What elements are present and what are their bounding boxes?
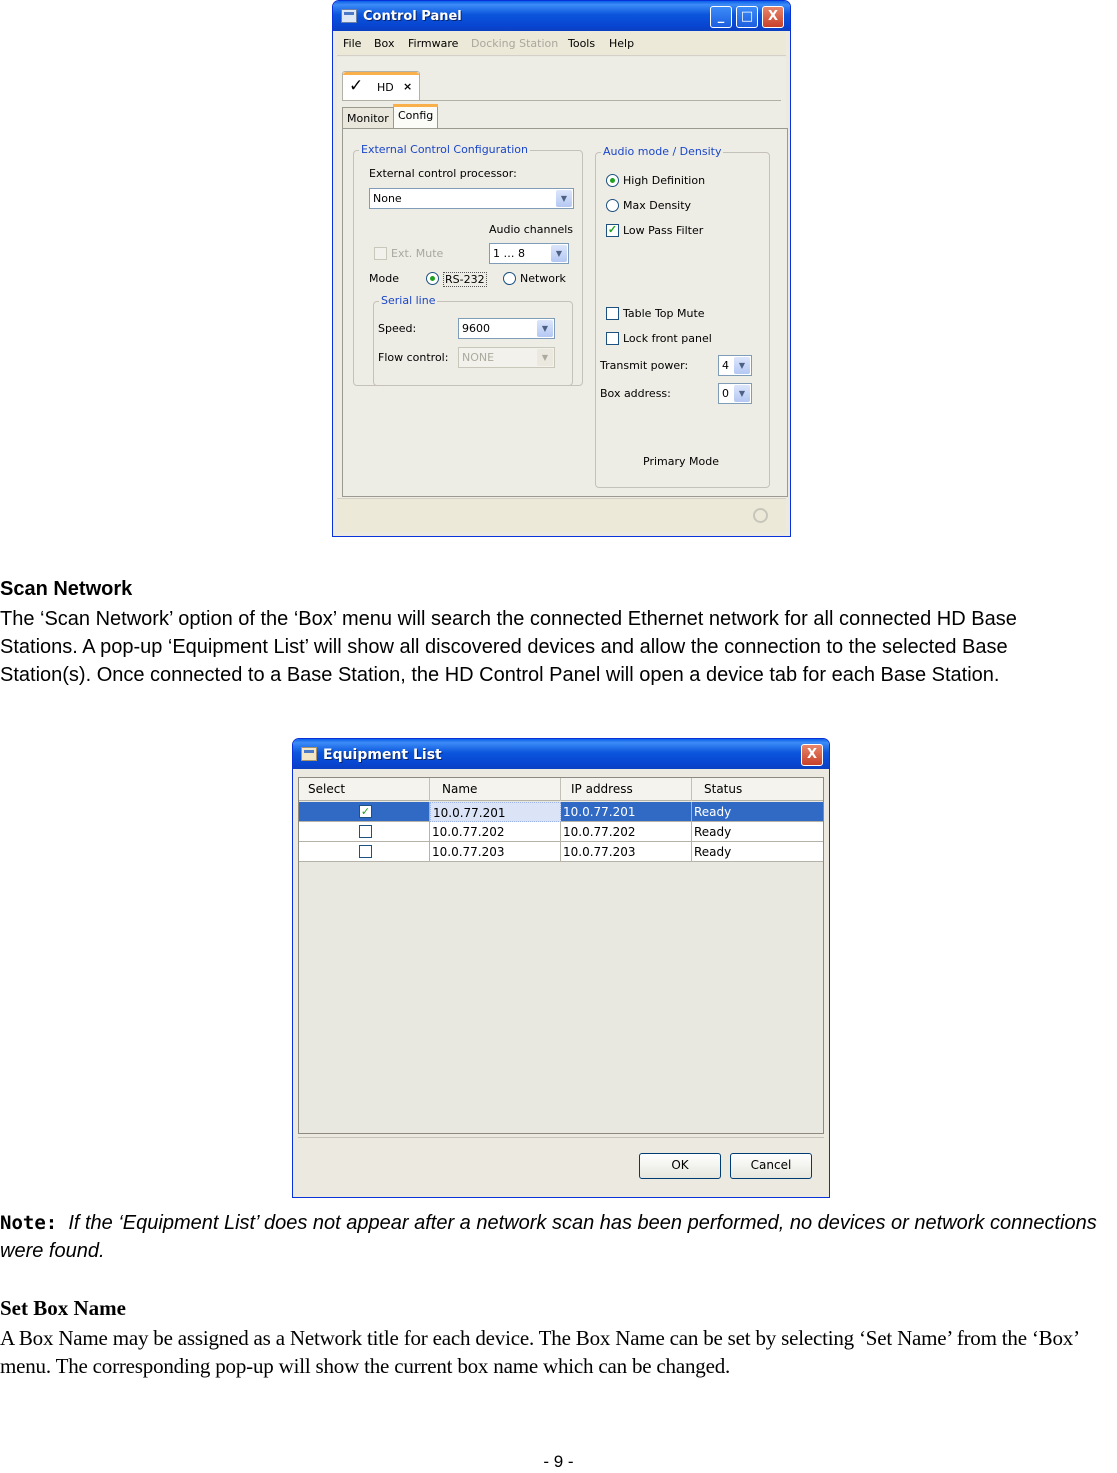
mode-network-label: Network [520, 272, 566, 285]
minimize-button[interactable]: _ [710, 6, 732, 28]
equipment-table [298, 777, 824, 1134]
name-cell: 10.0.77.202 [430, 822, 561, 842]
speed-label: Speed: [378, 322, 417, 335]
status-cell: Ready [694, 845, 732, 859]
menu-firmware[interactable]: Firmware [408, 37, 459, 50]
tab-monitor[interactable]: Monitor [342, 107, 394, 128]
serial-line-legend: Serial line [381, 294, 436, 307]
status-cell: Ready [694, 825, 732, 839]
window-title: Control Panel [363, 9, 462, 24]
audio-channels-label: Audio channels [489, 223, 574, 236]
menu-docking-station: Docking Station [471, 37, 559, 50]
box-address-label: Box address: [600, 387, 671, 400]
serial-line-group [373, 294, 573, 386]
mode-rs232-radio[interactable] [426, 272, 439, 285]
ip-cell: 10.0.77.202 [561, 822, 692, 842]
equipment-list-window [292, 738, 830, 1198]
chevron-down-icon: ▼ [734, 385, 750, 402]
processor-label: External control processor: [369, 167, 517, 180]
mode-rs232-label: RS-232 [445, 273, 485, 286]
footer-divider [298, 1137, 824, 1138]
primary-mode-label: Primary Mode [643, 455, 719, 468]
audio-mode-legend: Audio mode / Density [603, 145, 722, 158]
table-top-mute-checkbox[interactable] [606, 307, 619, 320]
scan-network-heading: Scan Network [0, 578, 133, 600]
equipment-list-title: Equipment List [323, 747, 442, 763]
chevron-down-icon: ▼ [537, 349, 553, 366]
row-select-checkbox[interactable] [359, 845, 372, 858]
column-header-status[interactable]: Status [704, 782, 743, 796]
maximize-button[interactable]: □ [736, 6, 758, 28]
chevron-down-icon: ▼ [556, 190, 572, 207]
chevron-down-icon: ▼ [551, 245, 567, 262]
lock-front-panel-checkbox[interactable] [606, 332, 619, 345]
close-button[interactable]: X [762, 6, 784, 28]
menu-help[interactable]: Help [609, 37, 635, 50]
mode-network-radio[interactable] [503, 272, 516, 285]
note-text: If the ‘Equipment List’ does not appear after a network scan has been performed, no devices or network connections were found. [0, 1212, 1097, 1262]
ext-mute-label: Ext. Mute [391, 247, 444, 260]
max-density-radio[interactable] [606, 199, 619, 212]
status-cell: Ready [694, 805, 732, 819]
close-button[interactable]: X [801, 744, 823, 766]
ip-cell: 10.0.77.201 [561, 802, 692, 822]
page-number: - 9 - [543, 1452, 574, 1471]
java-app-icon [301, 747, 317, 761]
external-control-legend: External Control Configuration [361, 143, 528, 156]
transmit-power-select[interactable] [718, 355, 752, 376]
tab-close-icon[interactable]: × [403, 80, 413, 93]
column-header-select[interactable]: Select [299, 778, 430, 801]
name-cell: 10.0.77.201 [430, 802, 561, 822]
row-select-checkbox[interactable]: ✓ [360, 805, 371, 818]
menu-file[interactable]: File [343, 37, 362, 50]
table-header [299, 778, 823, 801]
set-box-name-body: A Box Name may be assigned as a Network title for each device. The Box Name can be set by selecting ‘Set Name’ from the ‘Box’ menu. The corresponding pop-up will show the current box name which can be changed. [0, 1326, 1079, 1378]
ext-mute-checkbox [374, 247, 387, 260]
table-top-mute-label: Table Top Mute [623, 307, 705, 320]
box-address-value: 0 [722, 387, 729, 400]
column-header-ip[interactable]: IP address [561, 778, 692, 801]
speed-select[interactable] [458, 318, 555, 339]
select-cell [299, 802, 430, 822]
lock-front-panel-label: Lock front panel [623, 332, 712, 345]
transmit-power-value: 4 [722, 359, 729, 372]
low-pass-checkbox[interactable]: ✓ [607, 224, 618, 236]
chevron-down-icon: ▼ [734, 357, 750, 374]
device-tab-label: HD [377, 81, 394, 94]
control-panel-titlebar[interactable] [333, 1, 790, 31]
config-pane [342, 128, 788, 497]
box-address-select[interactable] [718, 383, 752, 404]
scan-network-body: The ‘Scan Network’ option of the ‘Box’ menu will search the connected Ethernet network for all connected HD Base Stations. A pop-up ‘Equipment List’ will show all discovered devices and allow the connection to the selected Base Station(s). Once connected to a Base Station, the HD Control Panel will open a device tab for each Base Station. [0, 608, 1017, 686]
menu-bar [337, 32, 786, 56]
ok-button[interactable]: OK [639, 1153, 721, 1179]
note-label: Note: [0, 1212, 58, 1234]
high-definition-label: High Definition [623, 174, 706, 187]
mode-label: Mode [369, 272, 399, 285]
column-header-name[interactable]: Name [430, 778, 561, 801]
select-cell [299, 842, 430, 862]
table-row[interactable] [299, 842, 823, 862]
row-select-checkbox[interactable] [359, 825, 372, 838]
menu-tools[interactable]: Tools [568, 37, 596, 50]
chevron-down-icon: ▼ [537, 320, 553, 337]
control-panel-body [337, 57, 786, 532]
speed-value: 9600 [462, 322, 490, 335]
name-cell: 10.0.77.203 [430, 842, 561, 862]
table-row[interactable] [299, 822, 823, 842]
external-control-group [353, 143, 583, 386]
audio-channels-select[interactable] [489, 243, 569, 264]
processor-value: None [373, 192, 402, 205]
set-box-name-heading: Set Box Name [0, 1296, 126, 1320]
app-icon [341, 9, 357, 23]
transmit-power-label: Transmit power: [600, 359, 689, 372]
tab-config[interactable]: Config [393, 104, 438, 128]
high-definition-radio[interactable] [606, 174, 619, 187]
connection-status-icon [753, 508, 768, 523]
audio-channels-value: 1 … 8 [493, 247, 525, 260]
audio-mode-group [595, 145, 770, 488]
processor-select[interactable] [369, 188, 574, 209]
cancel-button[interactable]: Cancel [730, 1153, 812, 1179]
table-row[interactable] [299, 802, 823, 822]
equipment-list-titlebar[interactable] [293, 739, 829, 769]
max-density-label: Max Density [623, 199, 692, 212]
ip-cell: 10.0.77.203 [561, 842, 692, 862]
checkmark-icon: ✓ [349, 76, 364, 96]
low-pass-label: Low Pass Filter [623, 224, 704, 237]
flow-control-value: NONE [462, 351, 495, 364]
device-tab-hd[interactable] [342, 71, 420, 101]
flow-control-label: Flow control: [378, 351, 449, 364]
note-paragraph [0, 1209, 1110, 1265]
control-panel-window [332, 0, 791, 537]
status-bar [337, 498, 786, 532]
menu-box[interactable]: Box [374, 37, 395, 50]
tabstrip-divider [342, 100, 781, 101]
flow-control-select [458, 347, 555, 368]
select-cell [299, 822, 430, 842]
